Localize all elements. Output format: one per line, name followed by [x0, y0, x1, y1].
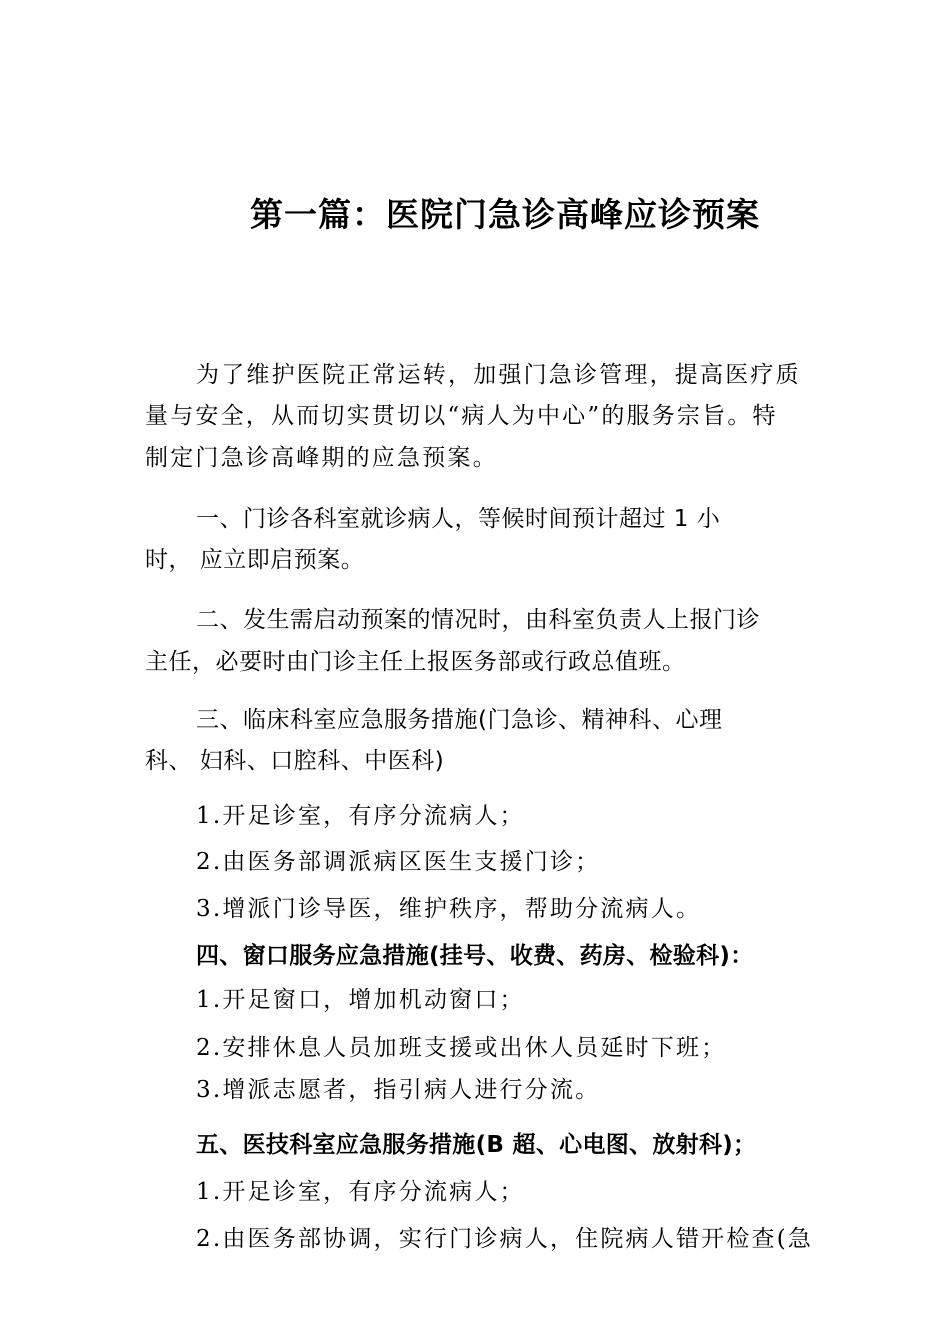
section3-item-1: 1.开足诊室，有序分流病人； [196, 803, 525, 829]
intro-line-2: 量与安全，从而切实贯切以“病人为中心”的服务宗旨。特 [145, 403, 778, 429]
intro-line-3: 制定门急诊高峰期的应急预案。 [145, 445, 498, 471]
section4-heading: 四、窗口服务应急措施(挂号、收费、药房、检验科)： [196, 943, 754, 969]
section1-line-1: 一、门诊各科室就诊病人，等候时间预计超过 1 小 [196, 506, 721, 532]
page-title: 第一篇：医院门急诊高峰应诊预案 [250, 195, 760, 234]
intro-line-1: 为了维护医院正常运转，加强门急诊管理，提高医疗质 [196, 362, 801, 388]
section4-item-1: 1.开足窗口，增加机动窗口； [196, 987, 525, 1013]
section2-line-1: 二、发生需启动预案的情况时，由科室负责人上报门诊 [196, 607, 760, 633]
section4-item-2: 2.安排休息人员加班支援或出休人员延时下班； [196, 1035, 727, 1061]
section5-heading: 五、医技科室应急服务措施(B 超、心电图、放射科)； [196, 1132, 757, 1158]
section3-line-1: 三、临床科室应急服务措施(门急诊、精神科、心理 [196, 707, 723, 733]
section5-item-1: 1.开足诊室，有序分流病人； [196, 1179, 525, 1205]
section3-item-2: 2.由医务部调派病区医生支援门诊； [196, 849, 601, 875]
section5-item-2: 2.由医务部协调，实行门诊病人，住院病人错开检查(急 [196, 1226, 814, 1252]
section1-line-2: 时， 应立即启预案。 [145, 547, 365, 573]
section3-line-2: 科、 妇科、口腔科、中医科) [145, 748, 445, 774]
section4-item-3: 3.增派志愿者，指引病人进行分流。 [196, 1077, 601, 1103]
section2-line-2: 主任，必要时由门诊主任上报医务部或行政总值班。 [145, 649, 686, 675]
section3-item-3: 3.增派门诊导医，维护秩序，帮助分流病人。 [196, 896, 702, 922]
